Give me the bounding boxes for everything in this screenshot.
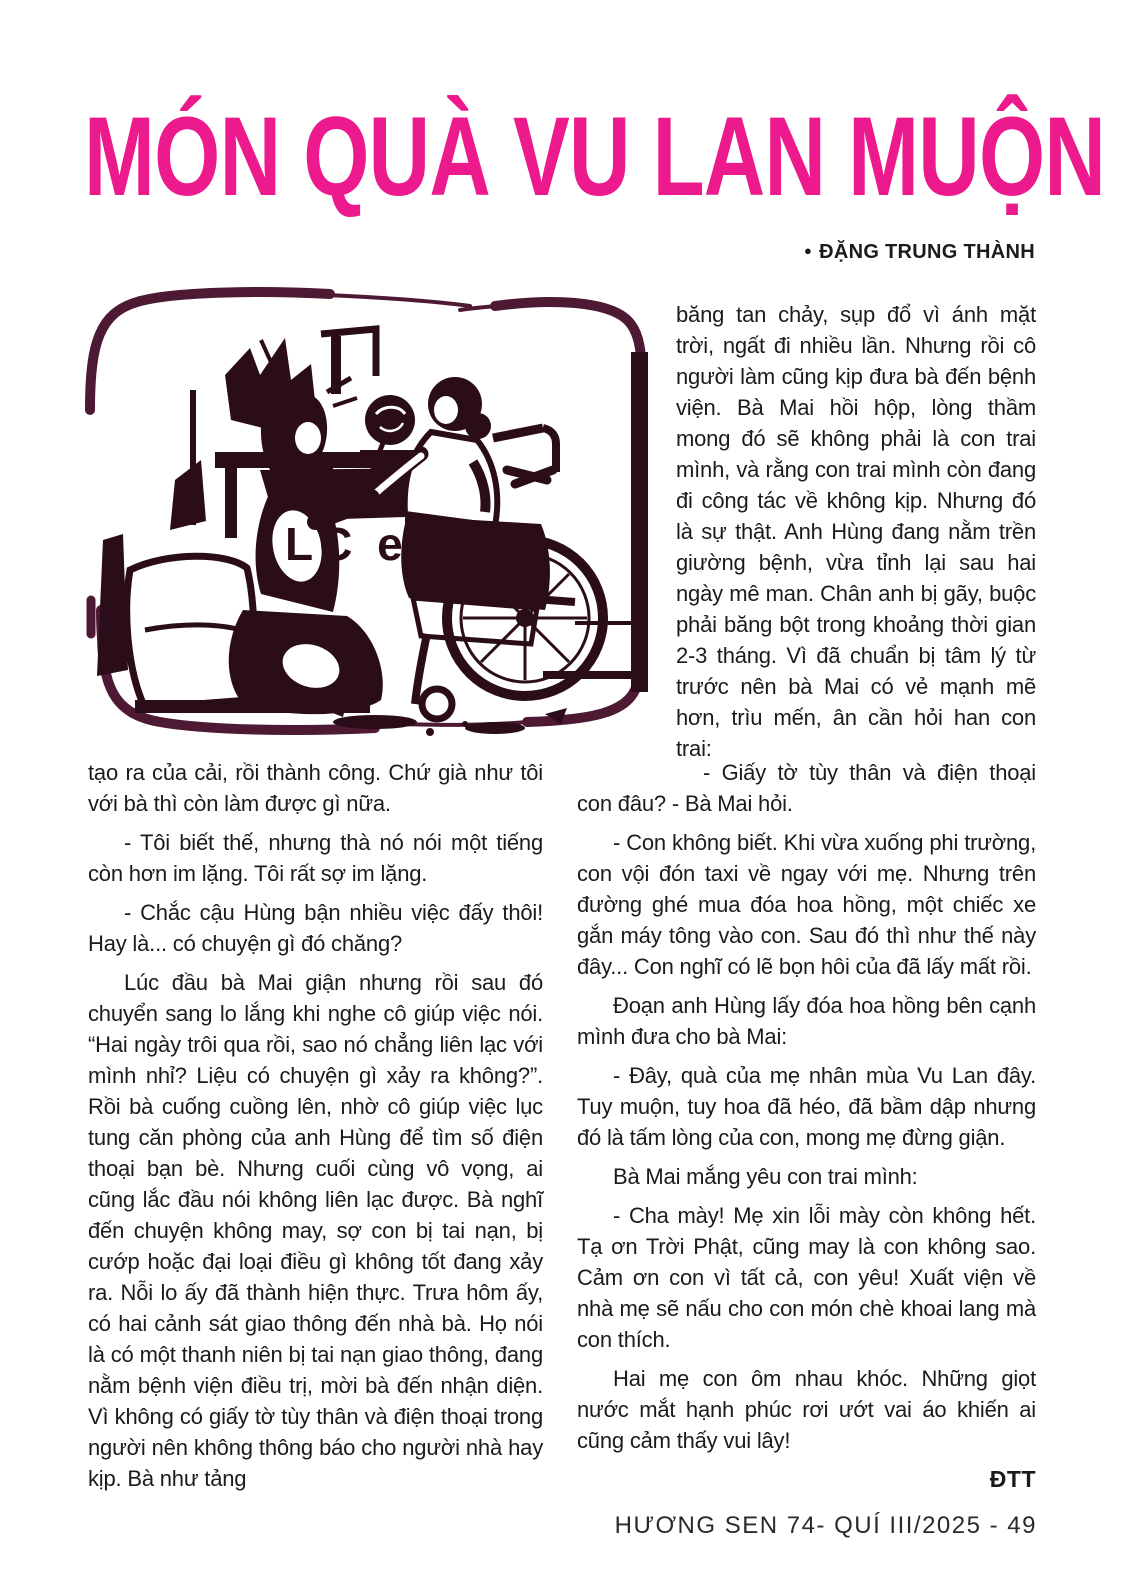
author-initials: ĐTT (989, 1466, 1036, 1492)
paragraph: Hai mẹ con ôm nhau khóc. Những giọt nước mắt hạnh phúc rơi ướt vai áo khiến ai cũng cảm thấy vui lây! (577, 1366, 1036, 1453)
paragraph: Lúc đầu bà Mai giận nhưng rồi sau đó chuyển sang lo lắng khi nghe cô giúp việc nói. “Hai ngày trôi qua rồi, sao nó chẳng liên lạc với mình nhỉ? Liệu có chuyện gì xảy ra không?”. Rồi bà cuống cuồng lên, nhờ cô giúp việc lục tung căn phòng của anh Hùng để tìm số điện thoại bạn bè. Nhưng cuối cùng vô vọng, ai cũng lắc đầu nói không liên lạc được. Bà nghĩ đến chuyện không may, sợ con bị tai nạn, bị cướp hoặc đại loại điều gì không tốt đang xảy ra. Nỗi lo ấy đã thành hiện thực. Trưa hôm ấy, có hai cảnh sát giao thông đến nhà bà. Họ nói là có một thanh niên bị tai nạn giao thông, đang nằm bệnh viện điều trị, mời bà đến nhận diện. Vì không có giấy tờ tùy thân và điện thoại trong người nên không thông báo cho người nhà hay kịp. Bà như tảng (88, 970, 543, 1491)
paragraph: Bà Mai mắng yêu con trai mình: (613, 1164, 918, 1189)
paragraph: - Giấy tờ tùy thân và điện thoại con đâu? - Bà Mai hỏi. (577, 760, 1036, 816)
paragraph: - Con không biết. Khi vừa xuống phi trường, con vội đón taxi về ngay với mẹ. Nhưng trên đường ghé mua đóa hoa hồng, một chiếc xe gắn máy tông vào con. Sau đó thì như thế này đây... Con nghĩ có lẽ bọn hôi của đã lấy mất rồi. (577, 830, 1036, 979)
column-right (577, 757, 1036, 1503)
bullet-icon: ● (803, 243, 813, 258)
author-name: ĐẶNG TRUNG THÀNH (819, 241, 1035, 263)
story-illustration (75, 280, 650, 750)
page-footer: HƯƠNG SEN 74- QUÍ III/2025 - 49 (614, 1512, 1037, 1539)
paragraph: - Cha mày! Mẹ xin lỗi mày còn không hết. Tạ ơn Trời Phật, cũng may là con không sao. Cảm ơn con vì tất cả, con yêu! Xuất viện về nhà mẹ sẽ nấu cho con món chè khoai lang mà con thích. (577, 1203, 1036, 1352)
paragraph: băng tan chảy, sụp đổ vì ánh mặt trời, ngất đi nhiều lần. Nhưng rồi cô người làm cũng kịp đưa bà đến bệnh viện. Bà Mai hồi hộp, lòng thầm mong đó sẽ không phải là con trai mình, và rằng con trai mình còn đang đi công tác về không kịp. Nhưng đó là sự thật. Anh Hùng đang nằm trền giường bệnh, vừa tỉnh lại sau hai ngày mê man. Chân anh bị gãy, buộc phải băng bột trong khoảng thời gian 2-3 tháng. Vì đã chuẩn bị tâm lý từ trước nên bà Mai có vẻ mạnh mẽ hơn, trìu mến, ân cần hỏi han con trai: (676, 302, 1036, 761)
illustration-letters: LC eP K (285, 518, 503, 570)
paragraph: Đoạn anh Hùng lấy đóa hoa hồng bên cạnh mình đưa cho bà Mai: (577, 993, 1036, 1049)
story-illustration-svg (75, 280, 650, 750)
author-byline (804, 241, 1035, 264)
column-left (88, 757, 543, 1502)
paragraph: tạo ra của cải, rồi thành công. Chứ già như tôi với bà thì còn làm được gì nữa. (88, 760, 543, 816)
column-beside-image (676, 299, 1036, 772)
article-title: MÓN QUÀ VU LAN MUỘN (84, 94, 1106, 219)
paragraph: - Tôi biết thế, nhưng thà nó nói một tiếng còn hơn im lặng. Tôi rất sợ im lặng. (88, 830, 543, 886)
paragraph: - Đây, quà của mẹ nhân mùa Vu Lan đây. Tuy muộn, tuy hoa đã héo, đã bầm dập nhưng đó là tấm lòng của con, mong mẹ đừng giận. (577, 1063, 1036, 1150)
paragraph: - Chắc cậu Hùng bận nhiều việc đấy thôi! Hay là... có chuyện gì đó chăng? (88, 900, 543, 956)
